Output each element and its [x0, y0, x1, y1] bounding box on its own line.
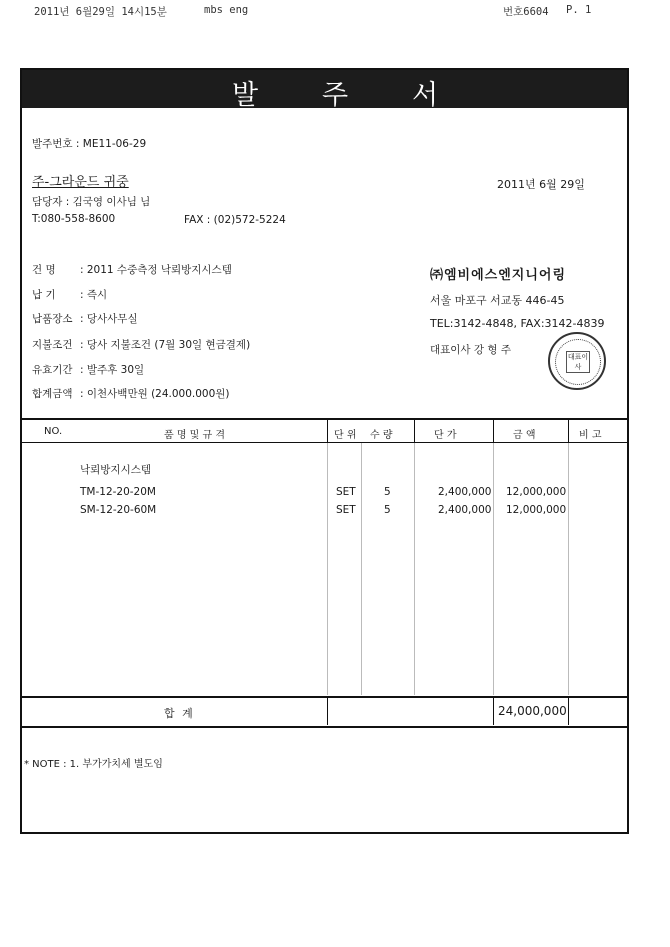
field-label: 합계금액 [32, 388, 73, 400]
header-amount: 금 액 [513, 430, 536, 441]
header-col-line [493, 419, 494, 443]
order-date: 2011년 6월 29일 [497, 178, 585, 191]
total-col-line [568, 697, 569, 725]
purchase-order-form [20, 68, 629, 834]
table-col-line [414, 443, 415, 695]
company-name: ㈜엠비에스엔지니어링 [430, 268, 567, 283]
field-value: : 즉시 [80, 289, 108, 301]
field-label: 유효기간 [32, 364, 73, 376]
order-number: 발주번호 : ME11-06-29 [32, 138, 147, 150]
title-char-3: 서 [412, 80, 439, 111]
field-delivery [32, 287, 107, 302]
row-amount: 12,000,000 [506, 504, 567, 516]
table-col-line [568, 443, 569, 695]
field-subject [32, 262, 232, 277]
header-divider [22, 442, 627, 443]
total-col-line [327, 697, 328, 725]
company-address: 서울 마포구 서교동 446-45 [430, 294, 565, 307]
fax-sender: mbs eng [204, 4, 249, 16]
company-phone: TEL:3142-4848, FAX:3142-4839 [430, 317, 605, 330]
field-value: : 당사 지불조건 (7월 30일 현금결제) [80, 339, 251, 351]
header-col-line [414, 419, 415, 443]
field-value: : 이천사백만원 (24.000.000원) [80, 388, 230, 400]
row-item-name: SM-12-20-60M [80, 504, 157, 516]
contact-person: 담당자 : 김국영 이사님 님 [32, 196, 151, 208]
header-qty: 수 량 [370, 430, 393, 441]
header-col-line [327, 419, 328, 443]
total-amount: 24,000,000 [498, 704, 567, 718]
row-amount: 12,000,000 [506, 486, 567, 498]
title-char-1: 발 [232, 80, 259, 111]
title-bar [22, 70, 627, 111]
seal-text: 대표이사 [567, 353, 589, 371]
table-col-line [327, 443, 328, 695]
field-value: : 발주후 30일 [80, 364, 145, 376]
field-label: 건 명 [32, 264, 56, 276]
field-validity [32, 362, 144, 377]
note: * NOTE : 1. 부가가치세 별도임 [24, 759, 163, 770]
field-label: 지불조건 [32, 339, 73, 351]
row-unit-price: 2,400,000 [438, 486, 492, 498]
table-col-line [493, 443, 494, 695]
fax-page: P. 1 [566, 4, 592, 16]
header-col-line [568, 419, 569, 443]
header-remarks: 비 고 [579, 430, 602, 441]
field-value: : 2011 수중측정 낙뢰방지시스템 [80, 264, 232, 276]
total-label: 합 계 [164, 707, 195, 720]
row-unit: SET [336, 486, 356, 498]
row-unit: SET [336, 504, 356, 516]
total-bottom-border [22, 726, 627, 728]
recipient-tel: T:080-558-8600 [32, 213, 116, 225]
table-col-line [361, 443, 362, 695]
total-col-line [493, 697, 494, 725]
recipient-fax: FAX : (02)572-5224 [184, 214, 286, 226]
field-label: 납품장소 [32, 313, 73, 325]
fax-header [0, 4, 670, 20]
title-char-2: 주 [322, 80, 349, 111]
company-seal [548, 332, 606, 390]
header-price: 단 가 [434, 430, 457, 441]
row-quantity: 5 [384, 504, 391, 516]
company-ceo: 대표이사 강 형 주 [430, 344, 512, 356]
field-label: 납 기 [32, 289, 56, 301]
recipient-name: 주-그라운드 귀중 [32, 175, 129, 190]
total-top-border [22, 696, 627, 698]
header-no: NO. [44, 426, 63, 437]
field-total [32, 386, 230, 401]
row-quantity: 5 [384, 486, 391, 498]
header-item: 품 명 및 규 격 [164, 430, 226, 441]
fax-number: 번호6604 [503, 6, 549, 18]
item-group-label: 낙뢰방지시스템 [80, 464, 152, 476]
row-item-name: TM-12-20-20M [80, 486, 156, 498]
fax-datetime: 2011년 6월29일 14시15분 [34, 6, 167, 18]
field-payment [32, 337, 250, 352]
field-value: : 당사사무실 [80, 313, 138, 325]
row-unit-price: 2,400,000 [438, 504, 492, 516]
table-top-border [22, 418, 627, 420]
header-unit: 단 위 [334, 430, 357, 441]
field-place [32, 311, 138, 326]
